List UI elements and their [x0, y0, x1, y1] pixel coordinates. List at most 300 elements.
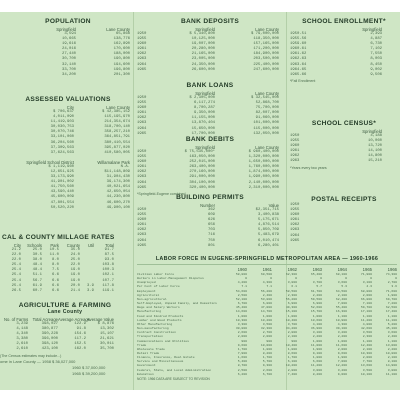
- table-cell: 2,200: [312, 292, 322, 297]
- table-cell: 10,200: [260, 317, 272, 322]
- table-cell: 118,350,000: [253, 37, 279, 42]
- table-cell: 2,300: [362, 334, 372, 339]
- table-cell: 2,000: [362, 292, 372, 297]
- table-cell: 1964: [137, 126, 147, 131]
- table-cell: 2,200: [337, 334, 347, 339]
- table-cell: 1960: [290, 213, 300, 218]
- table-cell: 39,174,300: [106, 180, 130, 185]
- table-cell: 74,300: [385, 272, 397, 276]
- table-cell: 900: [241, 338, 247, 343]
- column-header: Lane County: [106, 105, 130, 110]
- table-cell: 1950: [137, 96, 147, 100]
- table-cell: 2,100: [287, 334, 297, 339]
- table-cell: 2,500: [237, 292, 247, 297]
- building-permits-table: [137, 203, 283, 249]
- table-cell: 62,300: [285, 272, 297, 276]
- agriculture-note-4: 1965 $ 39,200,000: [72, 370, 106, 376]
- table-cell: Lumber and Wood Products: [137, 317, 182, 322]
- table-cell: 6.6: [51, 283, 59, 288]
- table-cell: 1962: [290, 223, 300, 228]
- agriculture-table: [0, 317, 130, 353]
- table-cell: 43,590,440: [50, 190, 74, 195]
- table-cell: 25.4: [11, 268, 21, 273]
- table-cell: 47,000: [260, 305, 272, 310]
- table-cell: 320,400,000: [189, 185, 215, 190]
- table-cell: N.A.: [120, 164, 130, 169]
- table-cell: 30,700: [61, 57, 76, 62]
- table-cell: 51.1: [32, 273, 42, 278]
- table-cell: 1965: [137, 243, 147, 248]
- population-title: POPULATION: [45, 18, 91, 25]
- table-cell: 1955: [137, 155, 147, 160]
- table-cell: 17,400: [385, 309, 397, 314]
- table-row: [6, 151, 130, 156]
- table-cell: 1962: [137, 52, 147, 57]
- table-cell: 34,200: [61, 72, 76, 77]
- table-cell: 53,800: [260, 296, 272, 301]
- table-cell: 19.0: [70, 268, 80, 273]
- table-cell: 2,600: [262, 367, 272, 372]
- table-cell: Workers in Labor-Management Disputes: [137, 276, 204, 281]
- table-cell: 1950: [290, 203, 300, 207]
- millage-rates-table: [0, 243, 130, 294]
- column-header: No. of Farms: [4, 317, 29, 322]
- table-cell: 71,900: [360, 272, 372, 276]
- table-cell: 395,877,020: [104, 145, 130, 150]
- table-cell: 9,002: [370, 67, 382, 72]
- table-cell: 32,140: [61, 62, 76, 67]
- millage-rates-section: [0, 234, 130, 294]
- table-cell: Trade: [137, 342, 147, 347]
- building-permits-title: BUILDING PERMITS: [176, 194, 244, 201]
- table-cell: 2,800: [287, 330, 297, 335]
- table-cell: 7,000: [337, 301, 347, 306]
- table-cell: 1950: [137, 150, 147, 154]
- table-cell: Manufacturing: [137, 309, 162, 314]
- table-cell: Unemployed: [137, 280, 156, 285]
- column-header: Util: [87, 243, 94, 248]
- table-cell: Communications and Utilities: [137, 338, 189, 343]
- column-header: Lane County: [255, 27, 279, 32]
- table-cell: 1965: [137, 185, 147, 190]
- table-cell: 1,000: [262, 313, 272, 318]
- column-header: County: [66, 243, 80, 248]
- table-cell: 1,100: [387, 313, 397, 318]
- agriculture-note-2: ome in Lane County — 1958 $ 36,027,000: [0, 358, 76, 364]
- table-cell: 60.7: [32, 288, 42, 293]
- table-cell: 1950: [137, 208, 147, 212]
- table-cell: 75,700,000: [255, 106, 279, 111]
- table-cell: 26,600,000: [191, 67, 215, 72]
- table-cell: 1963: [137, 57, 147, 62]
- agriculture-subtitle: Lane County: [47, 309, 83, 315]
- table-cell: 0: [270, 276, 272, 281]
- table-cell: 1,650,000,000: [248, 160, 279, 165]
- table-cell: 2,100: [362, 346, 372, 351]
- table-cell: 10,665: [61, 37, 76, 42]
- table-cell: 10,200: [285, 363, 297, 368]
- table-cell: 138,776: [113, 37, 130, 42]
- table-cell: 8,003: [370, 57, 382, 62]
- table-cell: 396,000: [41, 337, 58, 342]
- table-cell: 7.1: [241, 284, 247, 289]
- table-cell: 19.0: [70, 278, 80, 283]
- table-cell: 1963: [137, 175, 147, 180]
- table-cell: 4,300: [262, 280, 272, 285]
- table-cell: 50,520,220: [50, 205, 74, 210]
- table-cell: 117.8: [102, 283, 114, 288]
- table-cell: 4,887: [370, 37, 382, 42]
- column-header: Value: [268, 203, 279, 208]
- bank-debits-table: [137, 145, 283, 191]
- table-cell: 1955: [290, 208, 300, 213]
- table-cell: 304,100,000: [189, 180, 215, 185]
- table-cell: 2,500: [237, 367, 247, 372]
- table-cell: 152.5: [74, 342, 86, 347]
- table-cell: 1,100: [337, 313, 347, 318]
- table-cell: 263,400,000: [189, 165, 215, 170]
- table-cell: $ 706,637: [52, 110, 74, 114]
- school-census-note: *Years every two years: [290, 165, 327, 170]
- table-cell: 3,100: [312, 330, 322, 335]
- table-cell: 68,800: [360, 288, 372, 293]
- table-cell: 62,500: [385, 305, 397, 310]
- table-cell: 2,000: [337, 346, 347, 351]
- table-cell: 203,500,000: [253, 57, 279, 62]
- table-cell: 60,500: [260, 272, 272, 276]
- table-row: [6, 206, 130, 211]
- table-cell: 1,800: [312, 355, 322, 360]
- table-cell: 7.5: [51, 268, 59, 273]
- table-cell: 49,300: [285, 305, 297, 310]
- table-cell: 11,600: [335, 342, 347, 347]
- table-cell: 2,200: [387, 346, 397, 351]
- table-cell: 3,594: [64, 32, 76, 36]
- column-header: 1962: [287, 267, 297, 272]
- table-cell: 11,100: [385, 371, 397, 376]
- table-cell: 3.6: [391, 284, 397, 289]
- table-cell: 48.4: [32, 263, 42, 268]
- table-cell: 21,165,000: [191, 52, 215, 57]
- table-cell: 3,500: [362, 330, 372, 335]
- table-cell: 26.5: [11, 288, 21, 293]
- table-cell: 1,874,000,000: [248, 170, 279, 175]
- table-cell: 201,300: [113, 72, 130, 77]
- column-header: 1961: [262, 267, 272, 272]
- table-cell: 87.5: [104, 253, 114, 258]
- bank-debits-section: [137, 136, 283, 196]
- bank-deposits-table: [137, 27, 283, 73]
- school-enrollment-table: [290, 27, 398, 78]
- table-cell: 11,200: [310, 363, 322, 368]
- assessed-valuations-section: [6, 96, 130, 211]
- table-cell: Government: [137, 363, 156, 368]
- table-cell: [6, 151, 26, 156]
- table-cell: 390,228: [41, 332, 58, 337]
- table-cell: 318,700,140: [104, 125, 130, 130]
- table-cell: 6,117,274: [193, 101, 215, 106]
- table-cell: 1960: [137, 42, 147, 47]
- table-cell: 30,011: [99, 342, 114, 347]
- table-cell: 3,600: [387, 330, 397, 335]
- table-cell: 30,070,746: [50, 130, 74, 135]
- table-cell: 16,300: [335, 309, 347, 314]
- column-header: 1966: [387, 267, 397, 272]
- table-cell: 1963: [290, 228, 300, 233]
- table-cell: 1,900: [312, 346, 322, 351]
- table-cell: 3,380: [16, 337, 28, 342]
- table-cell: 0: [395, 276, 397, 281]
- table-cell: 14,800: [367, 154, 382, 159]
- table-cell: 1960: [137, 106, 147, 111]
- table-cell: 19,616: [61, 42, 76, 47]
- table-cell: $ 79,000,000: [250, 32, 279, 36]
- table-cell: 7,102: [370, 47, 382, 52]
- table-cell: 162,890: [113, 42, 130, 47]
- table-cell: 56,200: [260, 288, 272, 293]
- table-cell: 25.0: [70, 258, 80, 263]
- table-cell: 1,000: [312, 338, 322, 343]
- table-cell: 1,700: [287, 355, 297, 360]
- table-cell: 6,800: [262, 301, 272, 306]
- table-cell: 103.8: [102, 263, 114, 268]
- table-cell: 1950-51: [290, 32, 307, 36]
- table-cell: 3,600: [337, 280, 347, 285]
- table-cell: 4,100: [312, 321, 322, 326]
- table-cell: 5,200: [387, 321, 397, 326]
- table-cell: 36,900: [310, 326, 322, 331]
- table-cell: 10,000: [260, 342, 272, 347]
- table-cell: 59,700: [360, 305, 372, 310]
- labor-force-rule: [137, 264, 397, 265]
- table-cell: 3,200: [337, 367, 347, 372]
- labor-force-note: NOTE: 1966 DATA ARE SUBJECT TO REVISION: [137, 376, 210, 381]
- fold-line-left: [133, 12, 134, 390]
- table-cell: 7,000: [337, 359, 347, 364]
- table-cell: 3,500: [362, 367, 372, 372]
- column-header: Lane County: [255, 91, 279, 96]
- table-cell: 362: [207, 208, 215, 212]
- table-cell: 380,410,554: [104, 140, 130, 145]
- column-header: Average Acreage: [58, 317, 91, 322]
- table-cell: 6,200: [237, 371, 247, 376]
- table-cell: 6,700: [237, 301, 247, 306]
- table-cell: 1962: [137, 228, 147, 233]
- table-cell: 1959-60: [290, 42, 307, 47]
- table-cell: 6,600: [312, 359, 322, 364]
- table-cell: 2,000: [262, 334, 272, 339]
- table-cell: 8.0: [51, 258, 59, 263]
- table-row: [0, 289, 130, 294]
- table-cell: 1,990,000,000: [248, 175, 279, 180]
- table-cell: 15,700: [310, 309, 322, 314]
- table-cell: 10,125,000: [191, 37, 215, 42]
- table-cell: 21.2: [11, 248, 21, 252]
- table-cell: 58,800: [235, 272, 247, 276]
- table-cell: 10,400: [285, 342, 297, 347]
- table-cell: 11,100: [385, 317, 397, 322]
- table-cell: 6.6: [51, 278, 59, 283]
- table-cell: 7,100: [362, 301, 372, 306]
- table-cell: 171,200,000: [253, 47, 279, 52]
- bank-debits-title: BANK DEBITS: [185, 136, 235, 143]
- column-header: Springfield: [195, 91, 215, 96]
- table-cell: 5,483,679: [257, 233, 279, 238]
- table-cell: 13,600: [360, 363, 372, 368]
- table-cell: [302, 239, 382, 244]
- table-cell: 1955-56: [290, 37, 307, 42]
- table-cell: 27,440: [61, 52, 76, 57]
- table-cell: 21.4: [70, 288, 80, 293]
- table-cell: 24,350,000: [191, 62, 215, 67]
- table-cell: 398,120: [41, 342, 58, 347]
- table-cell: 1,760,000,000: [248, 165, 279, 170]
- table-cell: Non-agricultural: [137, 296, 167, 301]
- table-cell: 2,393: [370, 32, 382, 36]
- table-cell: 9,600: [337, 350, 347, 355]
- table-cell: 801: [207, 243, 215, 248]
- table-cell: 19.0: [70, 273, 80, 278]
- table-cell: 364,851,791: [104, 135, 130, 140]
- table-cell: 1,000: [287, 313, 297, 318]
- table-row: [290, 73, 398, 78]
- table-cell: 6,010,474: [257, 238, 279, 243]
- table-cell: 12,651,925: [50, 169, 74, 174]
- table-cell: 56.7: [32, 278, 42, 283]
- table-cell: 3.9: [86, 283, 94, 288]
- table-cell: 7,700: [362, 359, 372, 364]
- agriculture-title: AGRICULTURE & FARMING: [18, 302, 112, 309]
- population-table: [6, 27, 130, 78]
- table-cell: 6,700: [262, 371, 272, 376]
- column-header: 1963: [312, 267, 322, 272]
- table-cell: 17,100: [360, 309, 372, 314]
- table-cell: 162.0: [74, 347, 86, 352]
- table-cell: 22.0: [11, 258, 21, 263]
- table-cell: 23,005,000: [191, 57, 215, 62]
- millage-rates-title: CAL & COUNTY MILLAGE RATES: [2, 234, 115, 241]
- table-cell: 1961: [290, 149, 300, 154]
- table-cell: 626: [207, 218, 215, 223]
- table-cell: 2,100: [387, 355, 397, 360]
- table-cell: 1,900: [337, 355, 347, 360]
- table-cell: 6.1: [291, 284, 297, 289]
- table-cell: 170,600: [113, 47, 130, 52]
- table-cell: 30,800: [235, 326, 247, 331]
- table-cell: 33,700: [61, 67, 76, 72]
- table-cell: 7,200: [387, 301, 397, 306]
- table-cell: 188,000: [113, 52, 130, 57]
- table-cell: 0: [295, 276, 297, 281]
- table-row: [0, 347, 130, 352]
- table-cell: 52,600: [310, 305, 322, 310]
- table-cell: 1964: [137, 180, 147, 185]
- table-cell: 1960: [290, 144, 300, 149]
- column-header: Number: [200, 203, 215, 208]
- table-cell: 609: [207, 213, 215, 218]
- table-cell: 10,900: [335, 317, 347, 322]
- table-cell: Finance, Insurance, Real Estate: [137, 355, 195, 360]
- school-enrollment-section: [290, 18, 398, 83]
- bank-loans-section: [137, 82, 283, 137]
- table-cell: 20,280,000: [191, 47, 215, 52]
- table-cell: 122.9: [74, 322, 86, 326]
- table-cell: Contract Construction: [137, 330, 176, 335]
- table-cell: Self-Employed, Unpaid Family, and Domestics: [137, 301, 217, 306]
- population-section: [6, 18, 130, 78]
- table-cell: 65,868: [115, 32, 130, 36]
- table-cell: 41,901,002: [50, 180, 74, 185]
- table-row: [137, 244, 283, 249]
- table-cell: Agricultural: [137, 292, 160, 297]
- table-cell: 64,500: [335, 288, 347, 293]
- table-cell: 1961: [137, 47, 147, 52]
- table-cell: 24,016: [61, 47, 76, 52]
- table-cell: 132,050,000: [253, 131, 279, 136]
- table-cell: 12,400: [360, 342, 372, 347]
- table-cell: 9,300: [262, 363, 272, 368]
- table-cell: 10,060: [367, 139, 382, 144]
- table-cell: $ 960,400,000: [248, 150, 279, 154]
- table-cell: 225,400,000: [253, 62, 279, 67]
- table-cell: 380,877: [41, 327, 58, 332]
- table-cell: 6.6: [51, 288, 59, 293]
- table-cell: 11,155,000: [191, 116, 215, 121]
- table-cell: 1,100: [362, 313, 372, 318]
- table-cell: 6,900: [287, 301, 297, 306]
- labor-force-title: LABOR FORCE IN EUGENE-SPRINGFIELD METROPOLITAN AREA — 1960-1966: [155, 256, 379, 262]
- table-cell: 25.4: [11, 283, 21, 288]
- table-cell: 40,021,654: [106, 185, 130, 190]
- assessed-valuations-school-park-table: [6, 160, 130, 211]
- table-cell: 1960-61: [290, 47, 307, 52]
- table-cell: 703: [207, 228, 215, 233]
- column-header: 1960: [237, 267, 247, 272]
- table-cell: 49,900,100: [106, 205, 130, 210]
- assessed-valuations-table: [6, 105, 130, 156]
- table-cell: 15,650,000: [191, 126, 215, 131]
- table-cell: 4,800: [362, 321, 372, 326]
- table-row: [290, 159, 398, 164]
- table-cell: 10,300: [235, 317, 247, 322]
- column-header: Park: [50, 243, 59, 248]
- table-cell: 115,195,970: [104, 115, 130, 120]
- table-cell: 20.0: [70, 283, 80, 288]
- table-cell: $ 2,305,000: [189, 96, 215, 100]
- table-cell: 9,506: [370, 72, 382, 77]
- bank-debits-note: *Springfield-Eugene combined: [137, 191, 186, 196]
- table-cell: 3,239: [16, 322, 28, 326]
- table-cell: 36,204,560: [50, 140, 74, 145]
- table-cell: 65,400: [310, 272, 322, 276]
- table-cell: 6,100: [287, 359, 297, 364]
- table-cell: 6,900: [312, 301, 322, 306]
- table-cell: 1963: [137, 121, 147, 126]
- table-cell: 22.0: [11, 253, 21, 258]
- table-cell: 8,450: [370, 62, 382, 67]
- table-cell: 214,354,674: [104, 120, 130, 125]
- table-cell: 15,210: [367, 159, 382, 164]
- table-cell: 1964: [137, 62, 147, 67]
- table-cell: 11,000: [310, 342, 322, 347]
- table-cell: 1961: [290, 218, 300, 223]
- table-cell: 14,700: [260, 309, 272, 314]
- table-cell: 1,700: [237, 346, 247, 351]
- table-cell: 82,007,000: [255, 111, 279, 116]
- table-cell: 1961: [137, 111, 147, 116]
- table-cell: 25.4: [11, 263, 21, 268]
- table-cell: 58,500: [285, 288, 297, 293]
